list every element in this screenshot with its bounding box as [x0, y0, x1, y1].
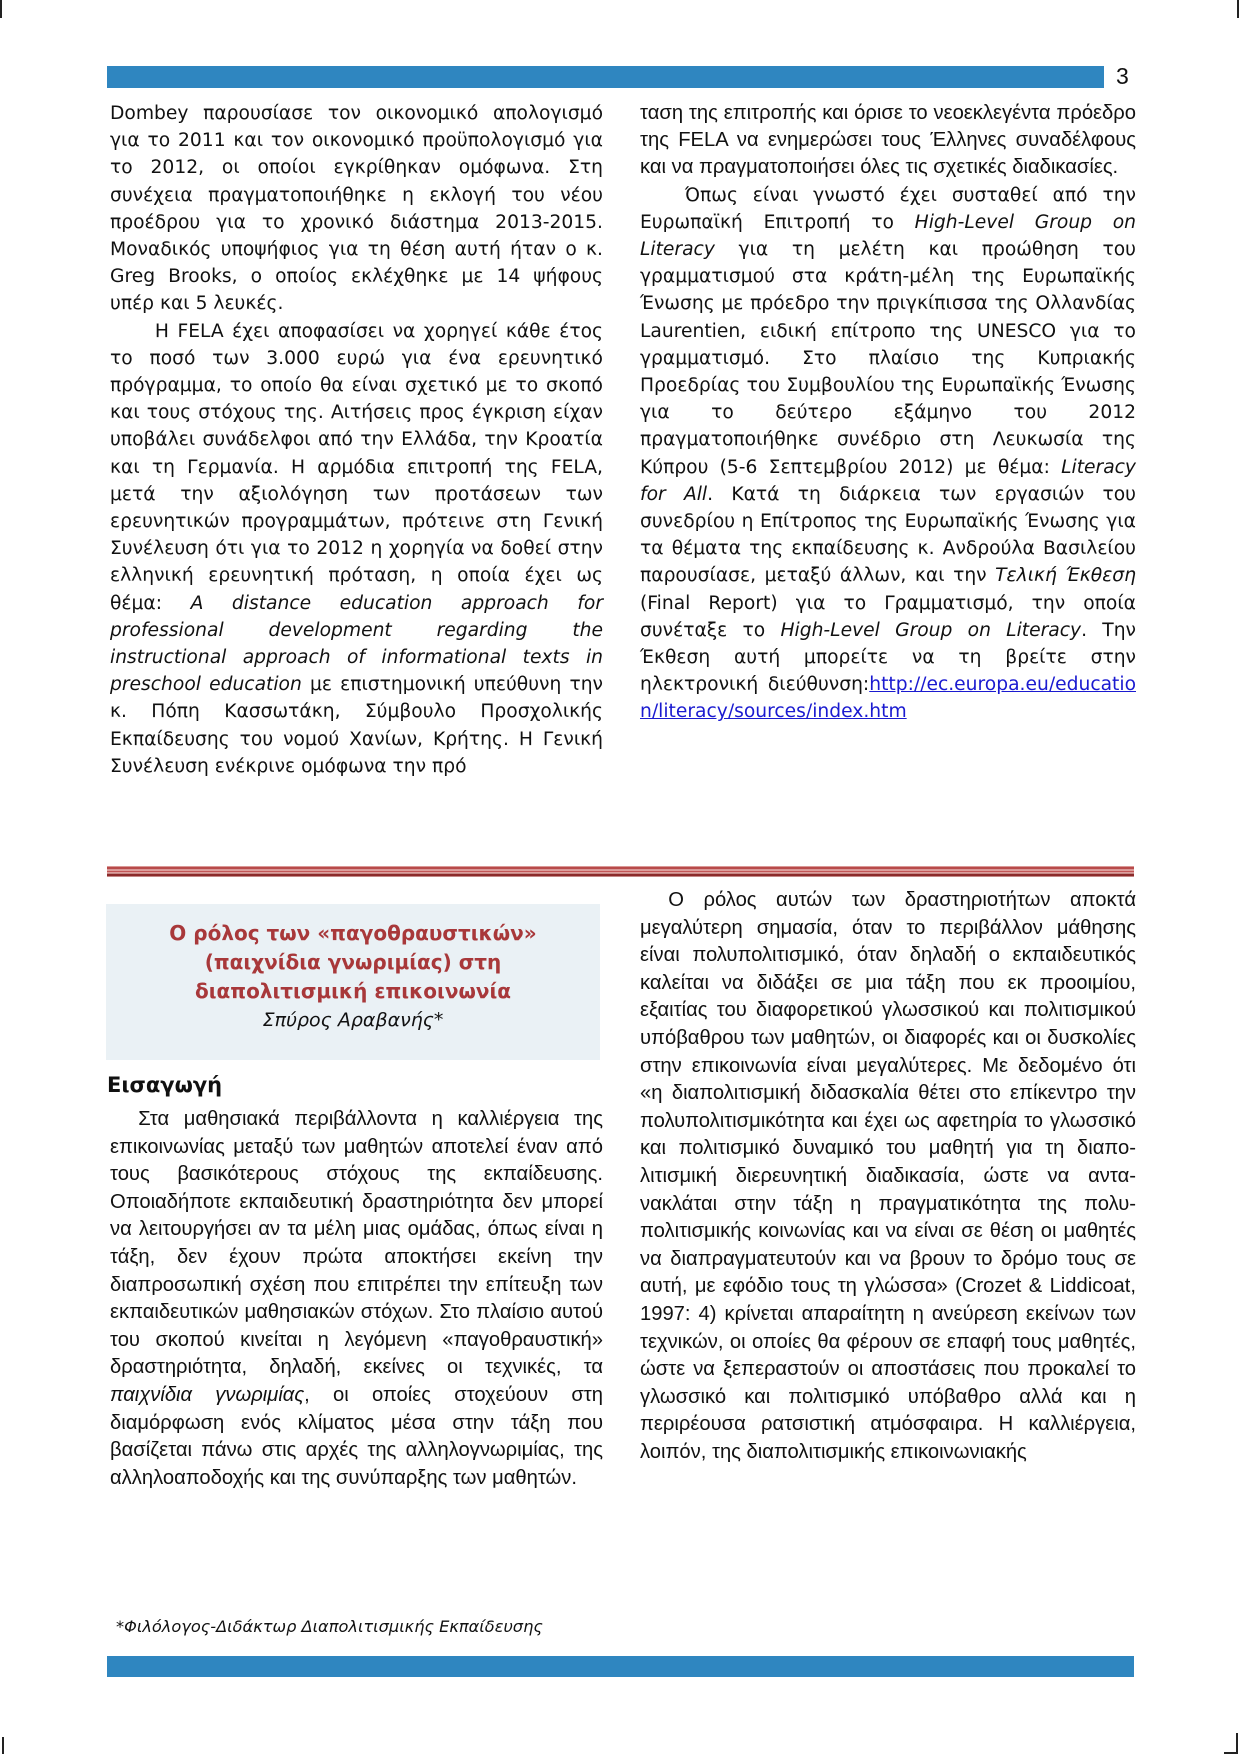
paragraph-text: Η FELA έχει αποφασίσει να χορηγεί κάθε έτος το ποσό των 3.000 ευρώ για ένα ερευνητικό πρόγραμμα, το οποίο θα είναι σχετικό με το σκοπό και τους στόχους της. Αιτήσεις προς έγκριση είχαν υποβάλει συνάδελφοι από την Ελλάδα, την Κροατία και τη Γερμανία. Η αρμόδια επιτροπή της FELA, μετά την αξιολόγηση των προτάσεων των ερευνητικών προγραμμάτων, πρότεινε στη Γενική Συνέλευση ότι για το 2012 η χορηγία να δοθεί στην ελληνική ερευνητική πρόταση, η οποία έχει ως θέμα: [110, 320, 603, 614]
paragraph-text: (Final Report) για το Γραμματισμό, την οποία συνέταξε το [640, 592, 1136, 641]
article-separator [107, 866, 1134, 877]
article1-right-column [640, 100, 1136, 726]
emphasis-text: High-Level Group on Literacy [780, 619, 1082, 641]
header-bar [107, 66, 1104, 88]
section-heading-introduction: Εισαγωγή [107, 1073, 223, 1097]
article1-right-paragraph-2 [640, 182, 1136, 726]
article2-right-paragraph-1: Ο ρόλος αυτών των δραστηριοτήτων αποκτά μεγαλύτερη σημασία, όταν το περιβάλλον μάθησης είναι πολυπολιτισμικό, όταν δηλαδή ο εκπαιδευτικός καλείται να διδάξει σε μια τάξη που εκ προοιμίου, εξαιτίας του διαφορετικού γλωσσικού και πολιτισμικού υπόβαθρου των μαθητών, οι διαφορές και οι δυσκολίες στην επικοινωνία είναι μεγαλύτερες. Με δεδομένο ότι «η διαπολιτισμική διδασκαλία θέτει στο επίκεντρο την πολυπολιτισμικότητα και έχει ως αφετηρία το γλωσσικό και πολιτισμικό δυναμικό του μαθητή για τη διαπολιτισμική διερευνητική διαδικασία, ώστε να αντανακλάται στην τάξη η πραγματικότητα της πολυπολιτισμικής κοινωνίας και να είναι σε θέση οι μαθητές να διαπραγματευτούν και να βρουν το δρόμο τους σε αυτή, με εφόδιο τους τη γλώσσα» (Crozet & Liddicoat, 1997: 4) κρίνεται απαραίτητη η ανεύρεση εκείνων των τεχνικών, οι οποίες θα φέρουν σε επαφή τους μαθητές, ώστε να ξεπεραστούν οι αποστάσεις που προκαλεί το γλωσσικό και πολιτισμικό υπόβαθρο αλλά και η περιρέουσα ρατσιστική ατμόσφαιρα. Η καλλιέργεια, λοιπόν, της διαπολιτισμικής επικοινωνιακής [640, 889, 1136, 1463]
article1-left-paragraph-1: Dombey παρουσίασε τον οικονομικό απολογισμό για το 2011 και τον οικονομικό προϋπολογισμό για το 2012, οι οποίοι εγκρίθηκαν ομόφωνα. Στη συνέχεια πραγματοποιήθηκε η εκλογή του νέου προέδρου για το χρονικό διάστημα 2013-2015. Μοναδικός υποψήφιος για τη θέση αυτή ήταν ο κ. Greg Brooks, ο οποίος εκλέχθηκε με 14 ψήφους υπέρ και 5 λευκές. [110, 103, 603, 315]
research-title: A distance education approach for professional development regarding the instructional approach of informational texts in preschool education [110, 592, 604, 696]
article2-author: Σπύρος Αραβανής* [262, 1009, 444, 1031]
emphasis-text: Τελική Έκθεση [995, 565, 1136, 587]
article2-title-line-3: διαπολιτισμική επικοινωνία [195, 979, 511, 1003]
emphasis-text: Literacy for All [640, 456, 1136, 505]
article2-left-paragraph-1 [110, 1106, 603, 1492]
crop-mark-bottom-right [1236, 1733, 1238, 1754]
paragraph-text: Όπως είναι γνωστό έχει συσταθεί από την Ευρωπαϊκή Επιτροπή το [640, 184, 1136, 233]
article1-left-paragraph-2 [110, 318, 603, 780]
crop-mark-top-left [0, 0, 2, 18]
paragraph-text: για τη μελέτη και προώθηση του γραμματισμού στα κράτη-μέλη της Ευρωπαϊκής Ένωσης με πρόεδρο την πριγκίπισσα της Ολλανδίας Laurentien, ειδική επίτροπο της UNESCO για το γραμματισμό. Στο πλαίσιο της Κυπριακής Προεδρίας του Συμβουλίου της Ευρωπαϊκής Ένωσης για το δεύτερο εξάμηνο του 2012 πραγματοποιήθηκε συνέδριο στη Λευκωσία της Κύπρου (5-6 Σεπτεμβρίου 2012) με θέμα: [640, 239, 1136, 478]
article2-left-column [110, 1106, 603, 1492]
footer-bar [107, 1656, 1134, 1677]
author-footnote: *Φιλόλογος-Διδάκτωρ Διαπολιτισμικής Εκπαίδευσης [116, 1617, 543, 1636]
article2-title-box [106, 904, 600, 1060]
crop-mark-top-right [1237, 0, 1239, 18]
article1-right-paragraph-1: ταση της επιτροπής και όρισε το νεοεκλεγέντα πρόεδρο της FELA να ενημερώσει τους Έλληνες συναδέλφους και να πραγματοποιήσει όλες τις σχετικές διαδικασίες. [640, 102, 1136, 179]
paragraph-text: . Κατά τη διάρκεια των εργασιών του συνεδρίου η Επίτροπος της Ευρωπαϊκής Ένωσης για τα θέματα της εκπαίδευσης κ. Ανδρούλα Βασιλείου παρουσίασε, μεταξύ άλλων, και την [640, 483, 1136, 587]
article1-left-column [110, 100, 603, 780]
article2-title-line-1: Ο ρόλος των «παγοθραυστικών» [169, 921, 537, 945]
article2-right-column [640, 887, 1136, 1466]
literacy-report-link[interactable]: http://ec.europa.eu/education/literacy/sources/index.htm [640, 674, 1136, 723]
paragraph-text: . Την Έκθεση αυτή μπορείτε να τη βρείτε στην ηλεκτρονική διεύθυνση: [640, 619, 1136, 696]
emphasis-text: High-Level Group on Literacy [640, 211, 1136, 261]
article2-title-line-2: (παιχνίδια γνωριμίας) στη [204, 950, 502, 974]
page-number: 3 [1116, 63, 1129, 89]
paragraph-text: με επιστημονική υπεύθυνη την κ. Πόπη Κασσωτάκη, Σύμβουλο Προσχολικής Εκπαίδευσης του νομού Χανίων, Κρήτης. Η Γενική Συνέλευση ενέκρινε ομόφωνα την πρό [110, 674, 603, 777]
paragraph-text: Στα μαθησιακά περιβάλλοντα η καλλιέργεια της επικοινωνίας μεταξύ των μαθητών αποτελεί έναν από τους βασικότερους στόχους της εκπαίδευσης. Οποιαδήποτε εκπαιδευτική δραστηριότητα δεν μπορεί να λειτουργήσει αν τα μέλη μιας ομάδας, όπως είναι η τάξη, δεν έχουν πρώτα αποκτήσει εκείνη την διαπροσωπική σχέση που επιτρέπει την επίτευξη των εκπαιδευτικών μαθησιακών στόχων. Στο πλαίσιο αυτού του σκοπού κινείται η λεγόμενη «παγοθραυστική» δραστηριότητα, δηλαδή, εκείνες οι τεχνικές, τα [110, 1108, 603, 1379]
emphasis-text: παιχνίδια γνωριμίας [110, 1383, 305, 1406]
paragraph-text: , οι οποίες στοχεύουν στη διαμόρφωση ενός κλίματος μέσα στην τάξη που βασίζεται πάνω στις αρχές της αλληλογνωριμίας, της αλληλοαποδοχής και της συνύπαρξης των μαθητών. [110, 1383, 603, 1489]
crop-mark-bottom-left [2, 1737, 4, 1754]
